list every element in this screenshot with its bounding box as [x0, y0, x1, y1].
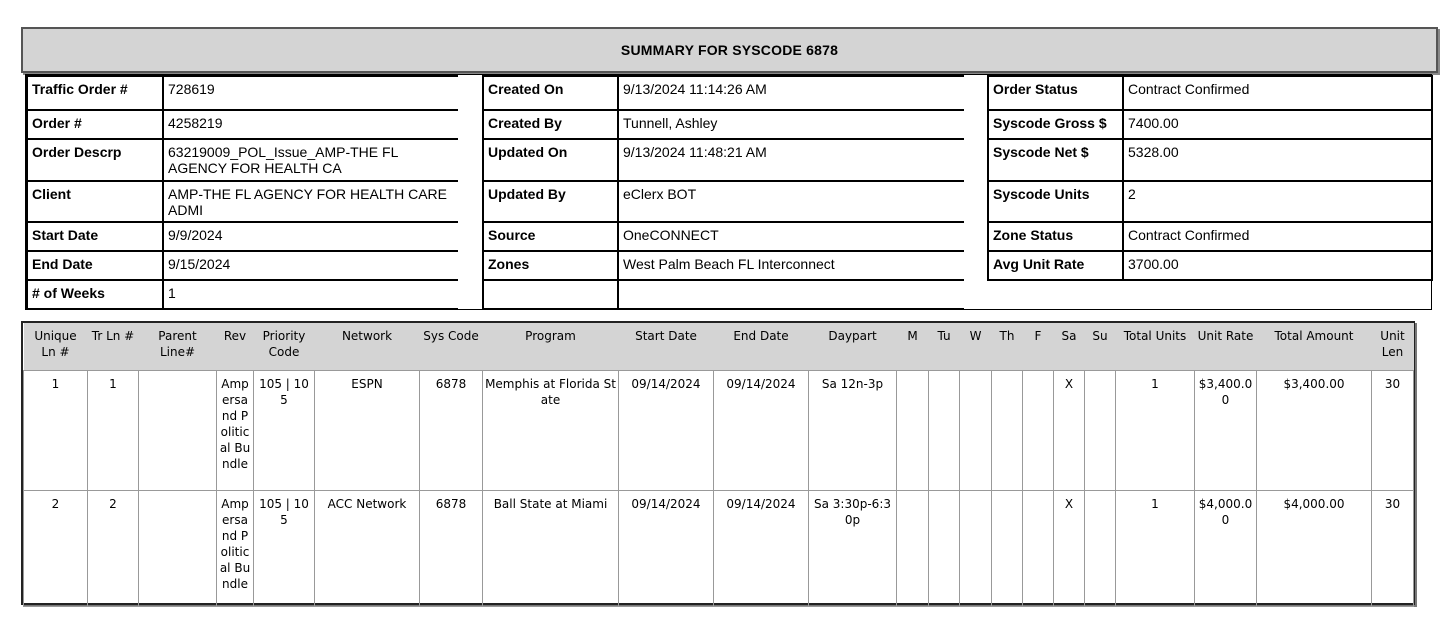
summary-label: Order Descrp [26, 138, 164, 182]
table-cell [1085, 491, 1116, 607]
table-cell: 2 [24, 491, 88, 607]
column-header: Sa [1054, 323, 1085, 371]
summary-row [987, 109, 1431, 138]
summary-value: OneCONNECT [617, 221, 966, 252]
table-cell [897, 371, 929, 491]
table-cell [139, 371, 217, 491]
summary-info [25, 74, 1432, 310]
summary-row [987, 75, 1431, 109]
column-header: Total Units [1116, 323, 1195, 371]
summary-row [987, 180, 1431, 221]
summary-value: 1 [162, 279, 460, 310]
column-header: F [1023, 323, 1054, 371]
summary-row [26, 279, 458, 308]
summary-row [26, 109, 458, 138]
summary-label: Client [26, 180, 164, 223]
summary-label: Order Status [987, 75, 1124, 111]
summary-row [482, 180, 964, 221]
table-cell [1023, 371, 1054, 491]
summary-value [617, 279, 966, 310]
summary-row [482, 138, 964, 180]
summary-value: 728619 [162, 75, 460, 111]
column-header: End Date [714, 323, 809, 371]
summary-value: 7400.00 [1122, 109, 1433, 140]
summary-row [482, 221, 964, 250]
table-cell: $3,400.00 [1195, 371, 1257, 491]
table-cell: $4,000.00 [1195, 491, 1257, 607]
table-cell: 30 [1372, 371, 1414, 491]
table-cell [139, 491, 217, 607]
summary-value: 9/9/2024 [162, 221, 460, 252]
report-title: SUMMARY FOR SYSCODE 6878 [21, 27, 1438, 73]
summary-row [482, 250, 964, 279]
table-cell: 2 [88, 491, 139, 607]
column-header: Tu [929, 323, 960, 371]
table-cell: 1 [88, 371, 139, 491]
summary-label: Syscode Net $ [987, 138, 1124, 182]
column-header: Network [315, 323, 420, 371]
column-header: Th [992, 323, 1023, 371]
summary-row [987, 221, 1431, 250]
summary-value: 9/13/2024 11:14:26 AM [617, 75, 966, 111]
column-header: Unit Len [1372, 323, 1414, 371]
table-cell [929, 371, 960, 491]
table-cell: 105 | 105 [254, 371, 315, 491]
column-header: Sys Code [420, 323, 483, 371]
column-header: Unit Rate [1195, 323, 1257, 371]
summary-value: Tunnell, Ashley [617, 109, 966, 140]
summary-value: 4258219 [162, 109, 460, 140]
summary-label: Syscode Units [987, 180, 1124, 223]
column-header: Priority Code [254, 323, 315, 371]
summary-label: Updated By [482, 180, 619, 223]
column-header: Su [1085, 323, 1116, 371]
column-gutter [458, 75, 478, 309]
table-cell: Sa 12n-3p [809, 371, 897, 491]
table-cell [992, 491, 1023, 607]
summary-column-order [26, 75, 458, 308]
table-cell: 6878 [420, 371, 483, 491]
table-cell: 30 [1372, 491, 1414, 607]
table-cell: 09/14/2024 [714, 491, 809, 607]
summary-row [26, 221, 458, 250]
table-cell: Ampersand Political Bundle [217, 371, 254, 491]
summary-row [987, 138, 1431, 180]
column-header: Program [483, 323, 619, 371]
summary-value: 9/13/2024 11:48:21 AM [617, 138, 966, 182]
column-header: Parent Line# [139, 323, 217, 371]
column-header: Rev [217, 323, 254, 371]
summary-row [26, 250, 458, 279]
table-cell [897, 491, 929, 607]
summary-value: 63219009_POL_Issue_AMP-THE FL AGENCY FOR HEALTH CA [162, 138, 460, 182]
table-cell: Ampersand Political Bundle [217, 491, 254, 607]
table-row [24, 491, 1414, 607]
summary-label: Updated On [482, 138, 619, 182]
summary-label [482, 279, 619, 310]
column-header: W [960, 323, 992, 371]
table-cell [992, 371, 1023, 491]
summary-label: Syscode Gross $ [987, 109, 1124, 140]
table-cell [1023, 491, 1054, 607]
summary-value: West Palm Beach FL Interconnect [617, 250, 966, 281]
table-cell: 1 [1116, 491, 1195, 607]
table-cell: $3,400.00 [1257, 371, 1372, 491]
column-header: Tr Ln # [88, 323, 139, 371]
summary-label: Zone Status [987, 221, 1124, 252]
table-cell: 09/14/2024 [714, 371, 809, 491]
table-cell: ESPN [315, 371, 420, 491]
table-cell: X [1054, 491, 1085, 607]
summary-row [26, 138, 458, 180]
summary-value: 5328.00 [1122, 138, 1433, 182]
summary-value: AMP-THE FL AGENCY FOR HEALTH CARE ADMI [162, 180, 460, 223]
summary-label: Avg Unit Rate [987, 250, 1124, 281]
summary-label: Source [482, 221, 619, 252]
summary-row [482, 279, 964, 308]
summary-row [482, 75, 964, 109]
table-cell: 105 | 105 [254, 491, 315, 607]
column-header: Unique Ln # [24, 323, 88, 371]
summary-label: Start Date [26, 221, 164, 252]
summary-label: Created By [482, 109, 619, 140]
summary-row [26, 75, 458, 109]
summary-row [482, 109, 964, 138]
summary-label: Order # [26, 109, 164, 140]
summary-value: Contract Confirmed [1122, 221, 1433, 252]
table-cell: 09/14/2024 [619, 371, 714, 491]
summary-value: 2 [1122, 180, 1433, 223]
table-cell [960, 371, 992, 491]
column-header: Daypart [809, 323, 897, 371]
column-header: Start Date [619, 323, 714, 371]
table-header-row [24, 323, 1414, 371]
summary-column-status [987, 75, 1431, 279]
summary-value: Contract Confirmed [1122, 75, 1433, 111]
summary-label: End Date [26, 250, 164, 281]
summary-value: 3700.00 [1122, 250, 1433, 281]
order-lines-table [21, 321, 1415, 605]
summary-label: Created On [482, 75, 619, 111]
summary-label: Zones [482, 250, 619, 281]
table-cell: 1 [1116, 371, 1195, 491]
summary-row [26, 180, 458, 221]
summary-row [987, 250, 1431, 279]
summary-value: eClerx BOT [617, 180, 966, 223]
summary-label: # of Weeks [26, 279, 164, 310]
table-cell: ACC Network [315, 491, 420, 607]
table-cell: Ball State at Miami [483, 491, 619, 607]
table-cell: 1 [24, 371, 88, 491]
table-cell [1085, 371, 1116, 491]
table-cell: X [1054, 371, 1085, 491]
column-header: M [897, 323, 929, 371]
column-header: Total Amount [1257, 323, 1372, 371]
column-gutter [964, 75, 984, 309]
table-row [24, 371, 1414, 491]
table-cell [960, 491, 992, 607]
table-cell: Memphis at Florida State [483, 371, 619, 491]
summary-column-audit [482, 75, 964, 308]
table-cell: Sa 3:30p-6:30p [809, 491, 897, 607]
table-cell [929, 491, 960, 607]
table-cell: 6878 [420, 491, 483, 607]
summary-label: Traffic Order # [26, 75, 164, 111]
summary-value: 9/15/2024 [162, 250, 460, 281]
table-cell: 09/14/2024 [619, 491, 714, 607]
table-cell: $4,000.00 [1257, 491, 1372, 607]
